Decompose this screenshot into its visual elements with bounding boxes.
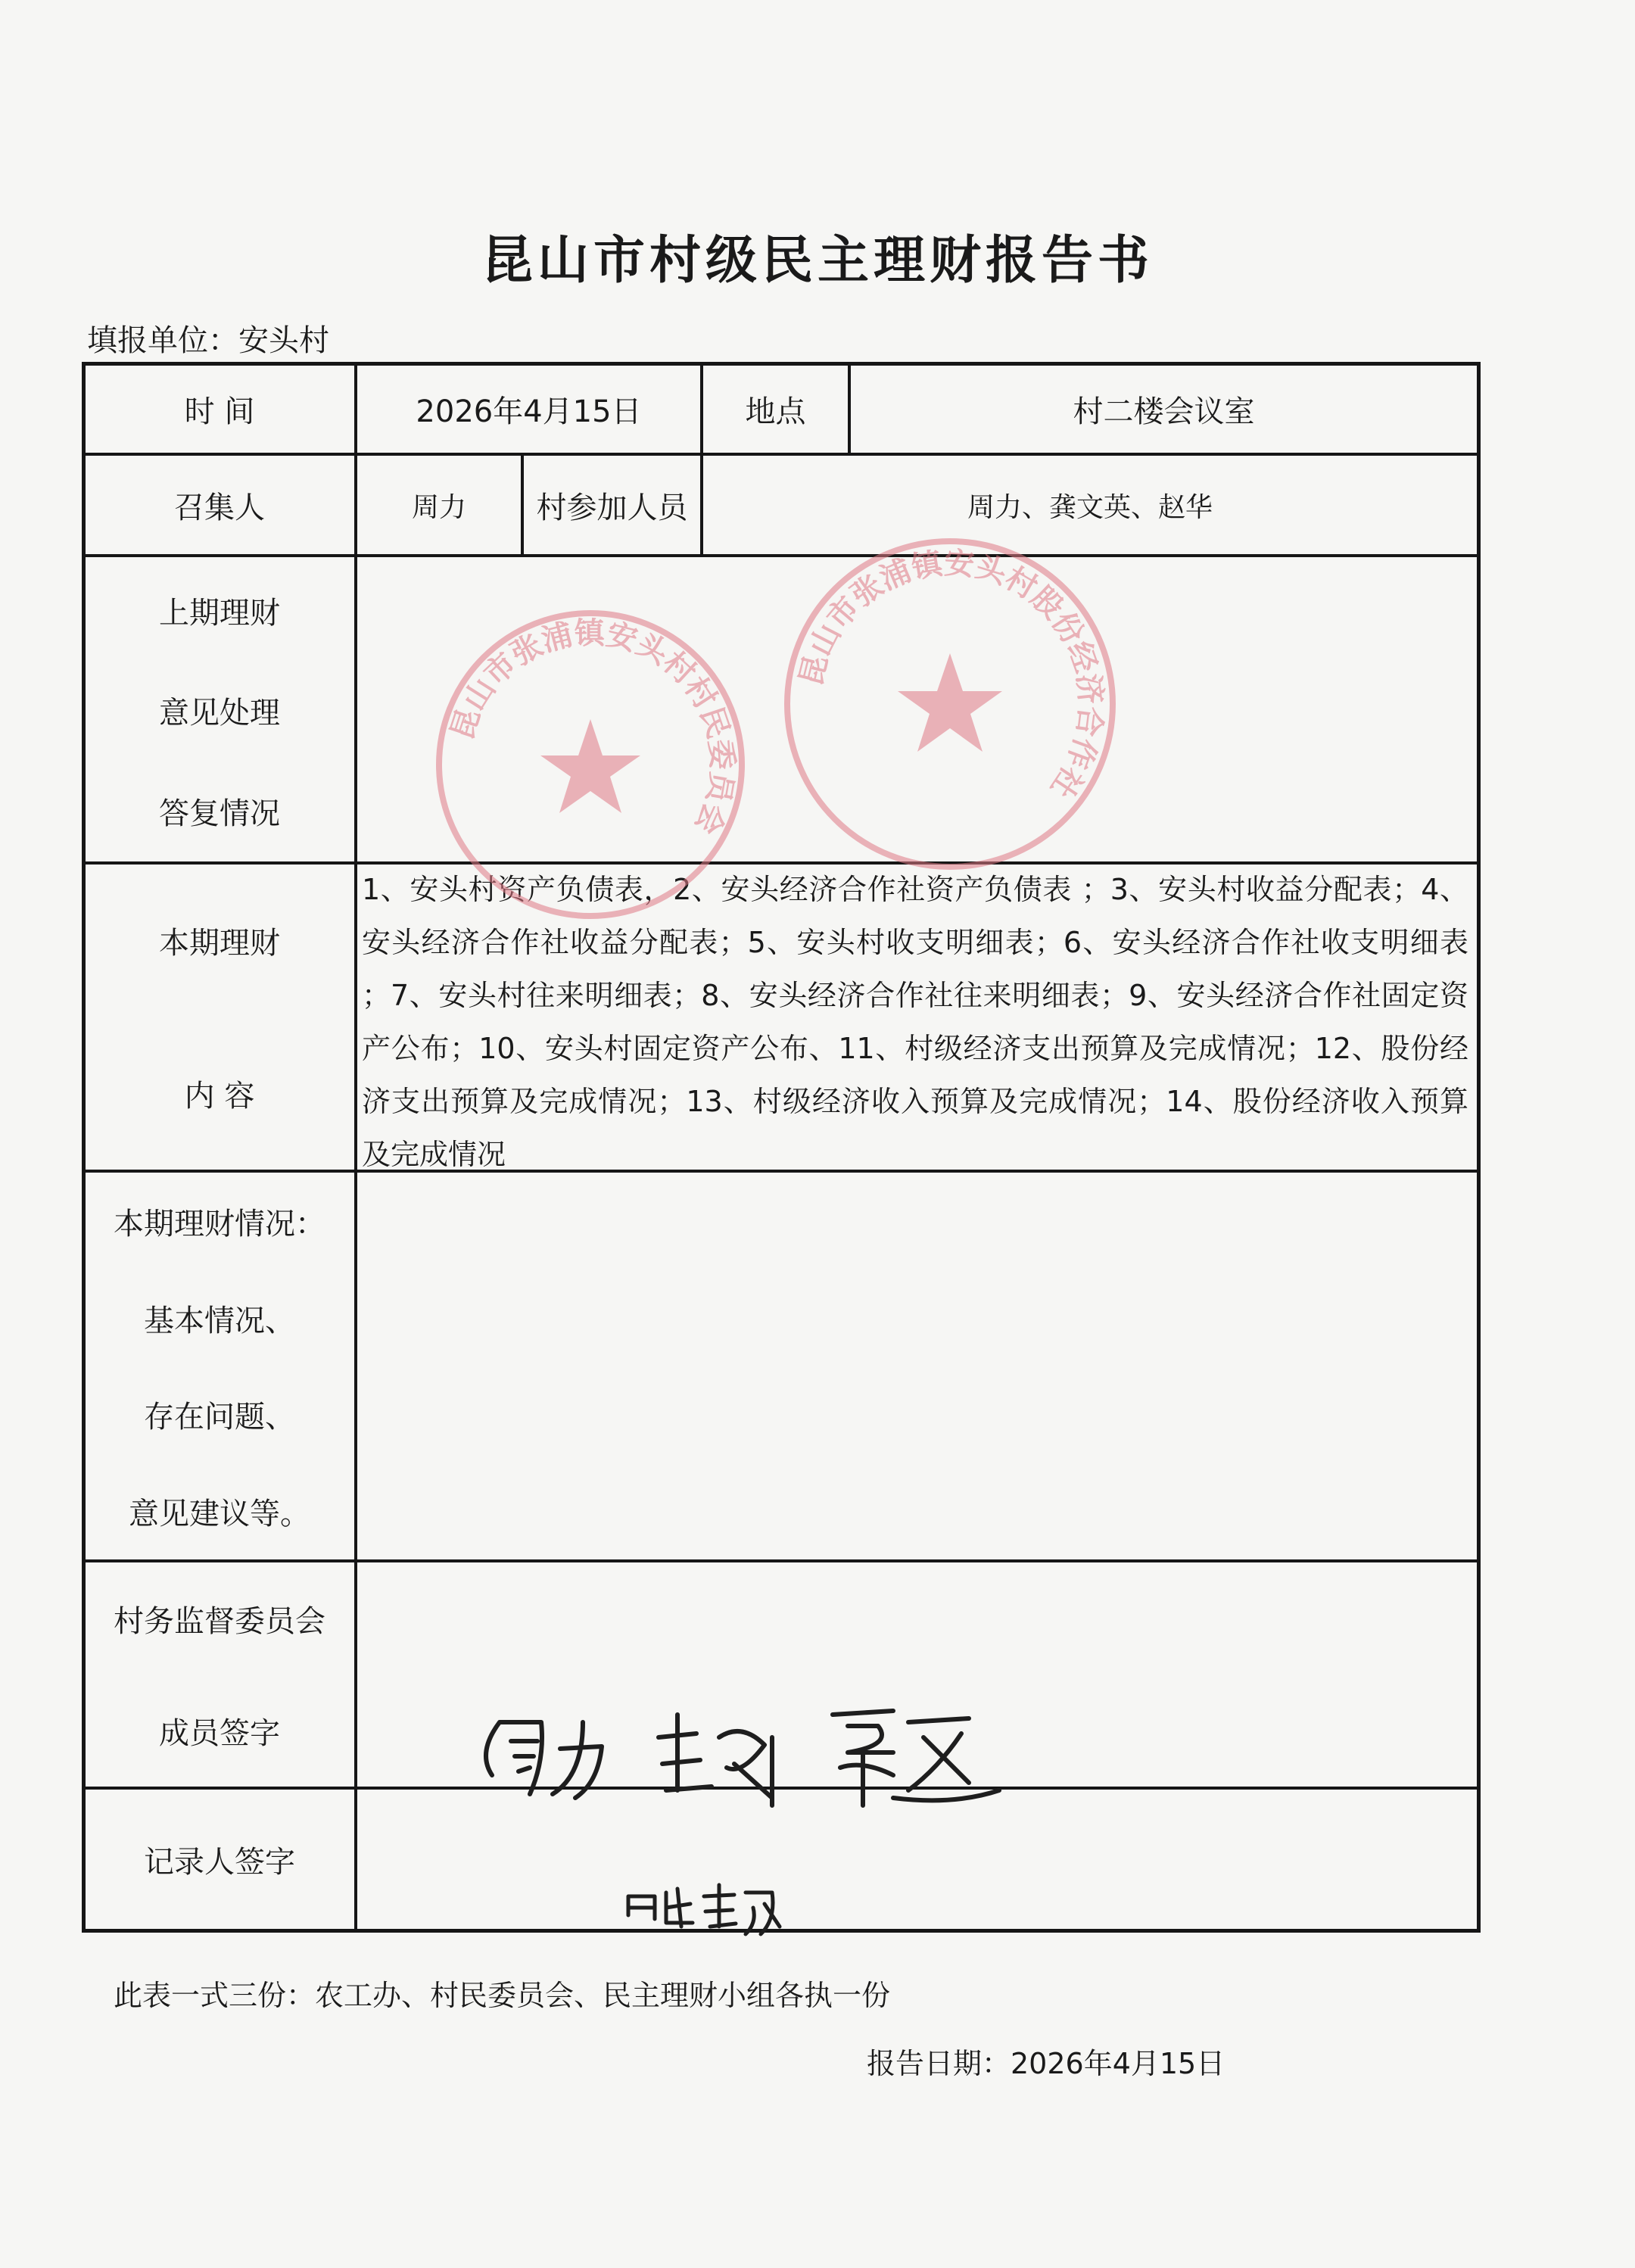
participants-value: 周力、龚文英、赵华 xyxy=(967,491,1213,523)
status-label-line: 本期理财情况： xyxy=(114,1207,325,1242)
cooperative-seal xyxy=(780,534,1120,874)
time-label: 时 间 xyxy=(184,394,255,429)
place-label: 地点 xyxy=(745,394,806,429)
village-committee-seal xyxy=(431,606,749,924)
current-content-label xyxy=(85,865,354,1170)
member-signatures xyxy=(469,1692,1045,1828)
participants-label: 村参加人员 xyxy=(536,490,688,525)
prev-label-line: 上期理财 xyxy=(159,595,280,631)
status-label-line: 意见建议等。 xyxy=(129,1496,310,1531)
seal-text: 昆山市张浦镇安头村村民委员会 xyxy=(444,615,740,840)
place-value: 村二楼会议室 xyxy=(1073,394,1255,429)
report-date: 报告日期：2026年4月15日 xyxy=(867,2047,1225,2080)
supervision-label-line: 成员签字 xyxy=(159,1715,280,1751)
supervision-label xyxy=(85,1562,354,1787)
time-value: 2026年4月15日 xyxy=(416,394,642,429)
prev-period-label xyxy=(85,560,354,861)
content-label-line: 本期理财 xyxy=(159,926,280,961)
prev-label-line: 答复情况 xyxy=(159,796,280,832)
seal-text: 昆山市张浦镇安头村股份经济合作社 xyxy=(793,546,1108,805)
convener-value: 周力 xyxy=(411,491,466,523)
convener-label: 召集人 xyxy=(174,490,265,525)
status-label-line: 基本情况、 xyxy=(144,1303,295,1338)
status-label-line: 存在问题、 xyxy=(144,1400,295,1435)
current-content-text: 1、安头村资产负债表，2、安头经济合作社资产负债表 ；3、安头村收益分配表；4、安头经济合作社收益分配表；5、安头村收支明细表；6、安头经济合作社收支明细表 ；7、安头村往来明细表；8、安头经济合作社往来明细表；9、安头经济合作社固定资产公布；10、安头村固定资产公布、11、村级经济支出预算及完成情况；12、股份经济支出预算及完成情况；13、村级经济收入预算及完成情况；14、股份经济收入预算及完成情况 xyxy=(362,873,1468,1171)
prev-label-line: 意见处理 xyxy=(159,696,280,731)
recorder-label: 记录人签字 xyxy=(144,1844,295,1880)
current-status-label xyxy=(85,1173,354,1559)
filing-unit: 填报单位：安头村 xyxy=(87,323,329,358)
recorder-signature xyxy=(621,1874,787,1942)
copies-note: 此表一式三份：农工办、村民委员会、民主理财小组各执一份 xyxy=(114,1979,891,2012)
document-title: 昆山市村级民主理财报告书 xyxy=(481,231,1154,291)
supervision-label-line: 村务监督委员会 xyxy=(114,1603,325,1639)
content-label-line: 内 容 xyxy=(184,1078,255,1114)
